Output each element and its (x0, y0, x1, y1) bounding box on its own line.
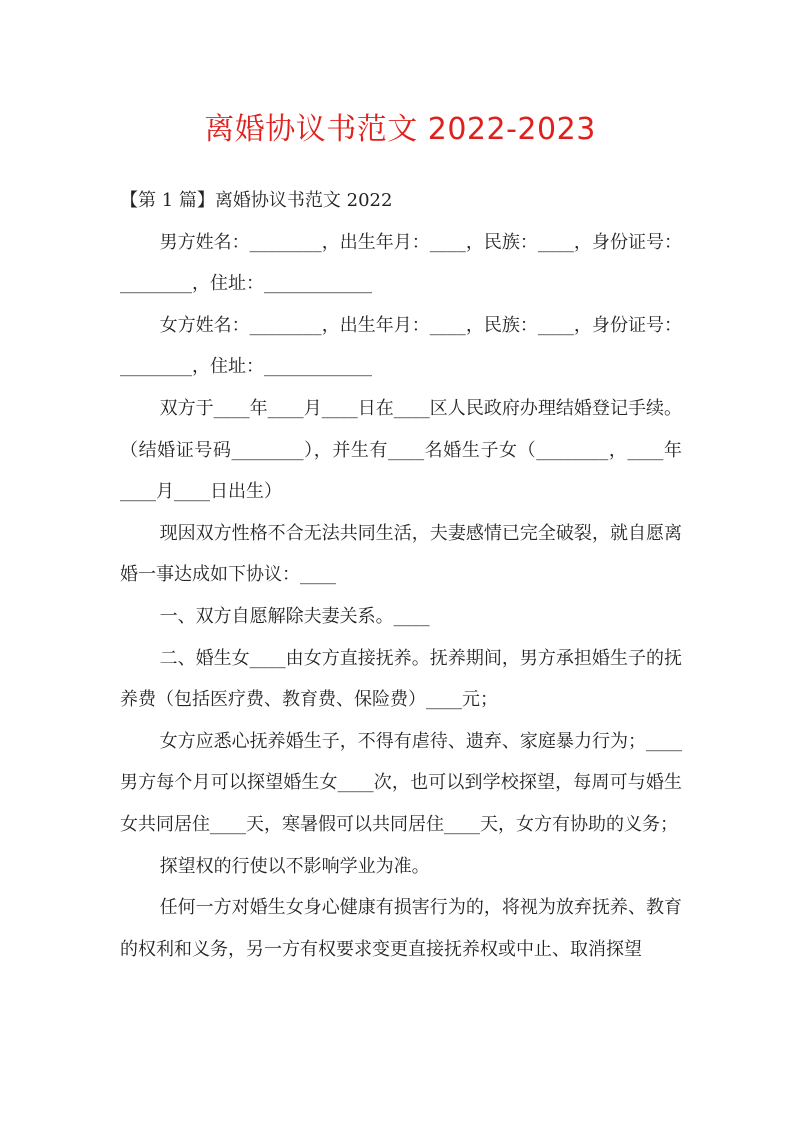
paragraph-clause-2: 二、婚生女____由女方直接抚养。抚养期间，男方承担婚生子的抚养费（包括医疗费、教育费、保险费）____元； (120, 647, 682, 711)
paragraph-marriage-registration: 双方于____年____月____日在____区人民政府办理结婚登记手续。（结婚证号码________），并生有____名婚生子女（________，____年____月____日出生） (120, 397, 682, 503)
paragraph-divorce-reason: 现因双方性格不合无法共同生活，夫妻感情已完全破裂，就自愿离婚一事达成如下协议：____ (120, 522, 682, 586)
paragraph-female-info: 女方姓名：________，出生年月：____，民族：____，身份证号：________，住址：____________ (120, 314, 682, 378)
paragraph-male-info: 男方姓名：________，出生年月：____，民族：____，身份证号：________，住址：____________ (120, 231, 682, 295)
paragraph-clause-1: 一、双方自愿解除夫妻关系。____ (159, 605, 430, 627)
paragraph-visitation-rule: 探望权的行使以不影响学业为准。 (159, 855, 430, 877)
document-title: 离婚协议书范文 2022-2023 (204, 112, 596, 147)
document-body (120, 180, 682, 970)
section-heading: 【第 1 篇】离婚协议书范文 2022 (120, 190, 393, 211)
paragraph-custody-duties: 女方应悉心抚养婚生子，不得有虐待、遗弃、家庭暴力行为；____男方每个月可以探望婚生女____次，也可以到学校探望，每周可与婚生女共同居住____天，寒暑假可以共同居住____天，女方有协助的义务； (120, 730, 682, 835)
paragraph-harm-clause: 任何一方对婚生女身心健康有损害行为的，将视为放弃抚养、教育的权利和义务，另一方有权要求变更直接抚养权或中止、取消探望 (120, 897, 682, 960)
